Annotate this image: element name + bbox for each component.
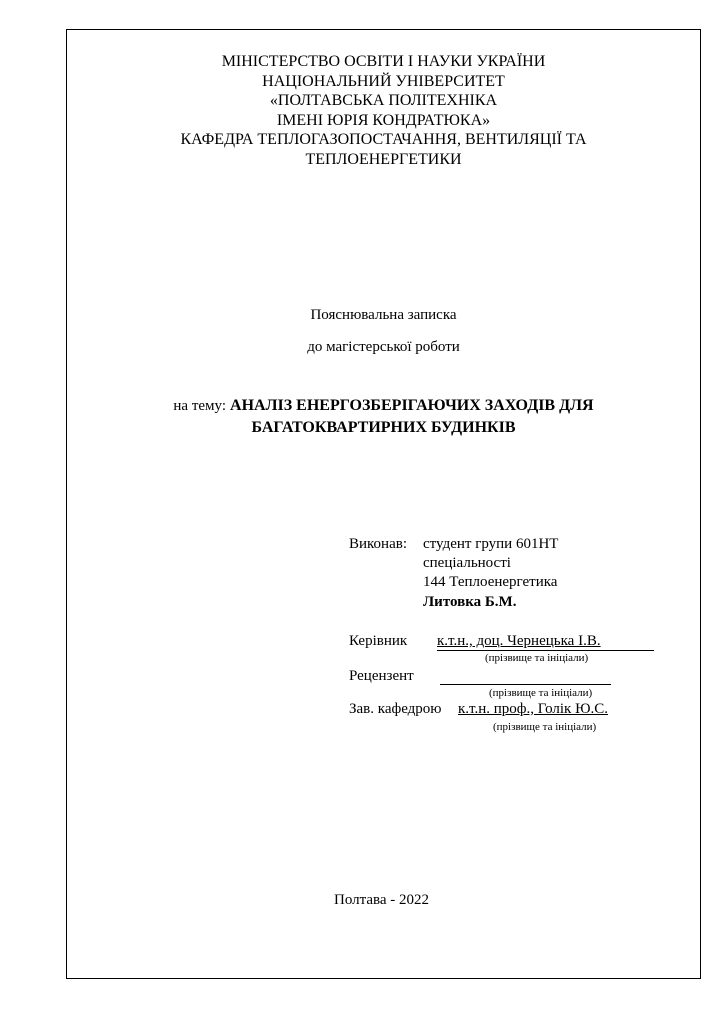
head-label: Зав. кафедрою bbox=[349, 701, 442, 717]
author-name: Литовка Б.М. bbox=[423, 594, 517, 610]
topic-line-2: БАГАТОКВАРТИРНИХ БУДИНКІВ bbox=[251, 419, 516, 436]
reviewer-signature-line bbox=[440, 684, 611, 685]
page-border bbox=[66, 29, 701, 979]
reviewer-label: Рецензент bbox=[349, 668, 414, 684]
supervisor-underline bbox=[437, 650, 654, 651]
header-line-university: НАЦІОНАЛЬНИЙ УНІВЕРСИТЕТ bbox=[262, 72, 505, 90]
header-line-name-2: ІМЕНІ ЮРІЯ КОНДРАТЮКА» bbox=[276, 111, 491, 129]
author-group: студент групи 601НТ bbox=[423, 536, 559, 552]
author-specialty-label: спеціальності bbox=[423, 555, 511, 571]
supervisor-label: Керівник bbox=[349, 633, 408, 649]
supervisor-value: к.т.н., доц. Чернецька І.В. bbox=[437, 633, 601, 649]
head-value: к.т.н. проф., Голік Ю.С. bbox=[458, 701, 609, 717]
topic-prefix: на тему: bbox=[173, 398, 227, 414]
header-line-department-2: ТЕПЛОЕНЕРГЕТИКИ bbox=[305, 150, 462, 168]
header-line-name: «ПОЛТАВСЬКА ПОЛІТЕХНІКА bbox=[269, 92, 498, 109]
institution-header bbox=[66, 52, 701, 169]
author-label: Виконав: bbox=[349, 536, 407, 552]
topic-line-1: АНАЛІЗ ЕНЕРГОЗБЕРІГАЮЧИХ ЗАХОДІВ ДЛЯ bbox=[230, 397, 594, 414]
author-specialty: 144 Теплоенергетика bbox=[423, 574, 558, 590]
reviewer-caption: (прізвище та ініціали) bbox=[489, 687, 593, 699]
city-year: Полтава - 2022 bbox=[334, 892, 430, 908]
head-caption: (прізвище та ініціали) bbox=[493, 721, 597, 733]
header-line-ministry: МІНІСТЕРСТВО ОСВІТИ І НАУКИ УКРАЇНИ bbox=[221, 53, 546, 70]
header-line-department: КАФЕДРА ТЕПЛОГАЗОПОСТАЧАННЯ, ВЕНТИЛЯЦІЇ ТА bbox=[180, 131, 587, 148]
document-subtitle: до магістерської роботи bbox=[307, 339, 460, 355]
thesis-topic bbox=[66, 395, 701, 438]
supervisor-caption: (прізвище та ініціали) bbox=[485, 652, 589, 664]
document-title: Пояснювальна записка bbox=[310, 307, 457, 323]
